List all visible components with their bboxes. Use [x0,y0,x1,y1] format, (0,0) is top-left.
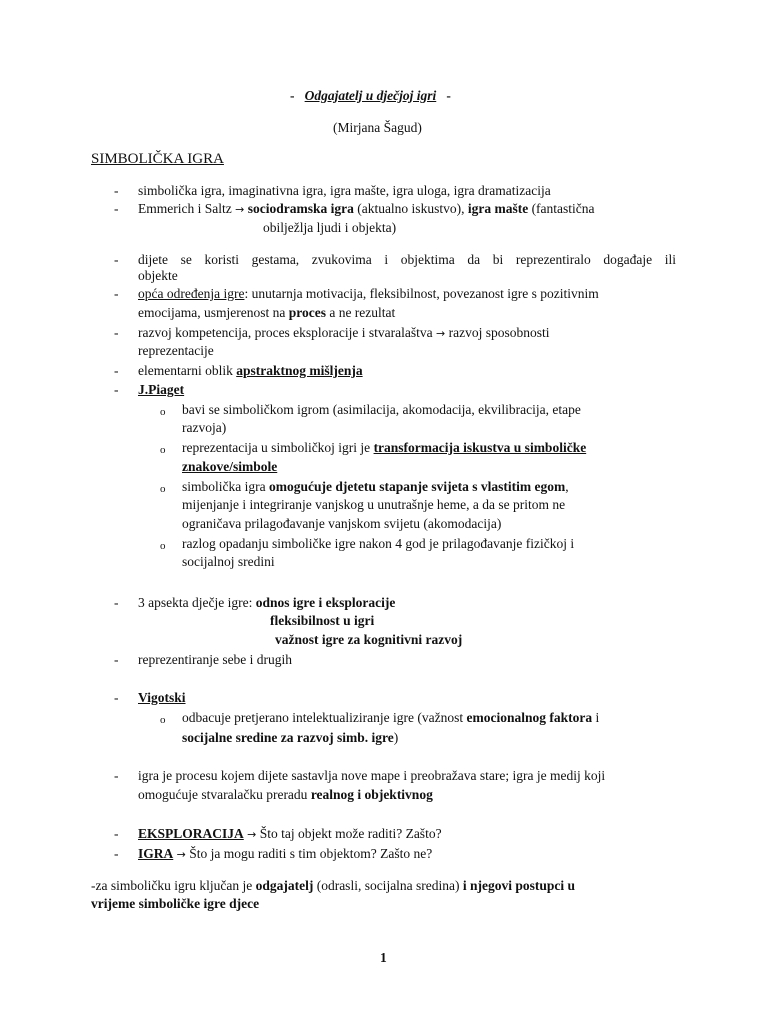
dash-marker: - [114,363,119,378]
list-item-igra: IGRA → Što ja mogu raditi s tim objektom? Zašto ne? [138,846,433,861]
dash-marker: - [114,183,119,198]
piaget-item-4-cont: socijalnoj sredini [182,554,275,569]
dash-marker: - [114,826,119,841]
section-heading: SIMBOLIČKA IGRA [91,151,224,167]
vigotski-item-1: odbacuje pretjerano intelektualiziranje igre (važnost emocionalnog faktora i [182,710,600,725]
vigotski-item-1-cont: socijalne sredine za razvoj simb. igre) [182,730,399,745]
title-text: Odgajatelj u dječjoj igri [304,88,437,103]
piaget-item-1: bavi se simboličkom igrom (asimilacija, akomodacija, ekvilibracija, etape [182,402,581,417]
list-item-vigotski: Vigotski [138,690,186,705]
dash-marker: - [114,595,119,610]
dash-marker: - [114,252,119,267]
list-item-3: dijete se koristi gestama, zvukovima i objektima da bi reprezentiralo događaje ili [138,252,676,267]
list-item-2: Emmerich i Saltz → sociodramska igra (aktualno iskustvo), igra mašte (fantastična [138,201,595,216]
dash-marker: - [114,652,119,667]
dash-marker: - [114,846,119,861]
piaget-item-3: simbolička igra omogućuje djetetu stapanje svijeta s vlastitim egom, [182,479,569,494]
piaget-item-1-cont: razvoja) [182,420,227,435]
bullet-marker: o [160,406,166,418]
list-item-5-cont: reprezentacije [138,343,214,358]
list-item-4-cont: emocijama, usmjerenost na proces a ne rezultat [138,305,396,320]
list-item-1: simbolička igra, imaginativna igra, igra mašte, igra uloga, igra dramatizacija [138,183,551,198]
bullet-marker: o [160,540,166,552]
piaget-item-3-cont2: ograničava prilagođavanje vanjskom svijetu (akomodacija) [182,516,502,531]
list-item-11-cont: omogućuje stvaralačku preradu realnog i objektivnog [138,787,433,802]
dash-marker: - [114,690,119,705]
list-item-piaget: J.Piaget [138,382,185,397]
final-paragraph: -za simboličku igru ključan je odgajatelj (odrasli, socijalna sredina) i njegovi postupci u [91,878,576,893]
list-item-2-cont: obilježlja ljudi i objekta) [263,220,397,235]
aspect-2: fleksibilnost u igri [270,613,375,628]
bullet-marker: o [160,714,166,726]
list-item-eksploracija: EKSPLORACIJA → Što taj objekt može raditi? Zašto? [138,826,442,841]
piaget-item-3-cont: mijenjanje i integriranje vanjskog u unutrašnje heme, a da se pritom ne [182,497,566,512]
dash-marker: - [114,325,119,340]
list-item-4: opća određenja igre: unutarnja motivacija, fleksibilnost, povezanost igre s pozitivnim [138,286,599,301]
list-item-6: elementarni oblik apstraktnog mišljenja [138,363,363,378]
title-prefix: - [290,88,295,103]
document-title [290,87,451,105]
final-paragraph-cont: vrijeme simboličke igre djece [91,896,260,911]
dash-marker: - [114,286,119,301]
list-item-11: igra je procesu kojem dijete sastavlja nove mape i preobražava stare; igra je medij koji [138,768,606,783]
list-item-9: reprezentiranje sebe i drugih [138,652,293,667]
page-number: 1 [380,950,387,965]
arrow-right-icon: → [176,848,186,861]
piaget-item-2: reprezentacija u simboličkoj igri je transformacija iskustva u simboličke [182,440,587,455]
bullet-marker: o [160,444,166,456]
arrow-right-icon: → [436,327,446,340]
list-item-aspects: 3 apsekta dječje igre: odnos igre i eksploracije [138,595,396,610]
dash-marker: - [114,382,119,397]
arrow-right-icon: → [247,828,257,841]
dash-marker: - [114,768,119,783]
list-item-5: razvoj kompetencija, proces eksploracije i stvaralaštva → razvoj sposobnosti [138,325,550,340]
dash-marker: - [114,201,119,216]
author: (Mirjana Šagud) [333,120,422,135]
piaget-item-2-cont: znakove/simbole [182,459,278,474]
piaget-item-4: razlog opadanju simboličke igre nakon 4 god je prilagođavanje fizičkoj i [182,536,575,551]
bullet-marker: o [160,483,166,495]
arrow-right-icon: → [235,203,245,216]
title-suffix: - [446,88,451,103]
list-item-3-cont: objekte [138,268,178,283]
aspect-3: važnost igre za kognitivni razvoj [275,632,463,647]
